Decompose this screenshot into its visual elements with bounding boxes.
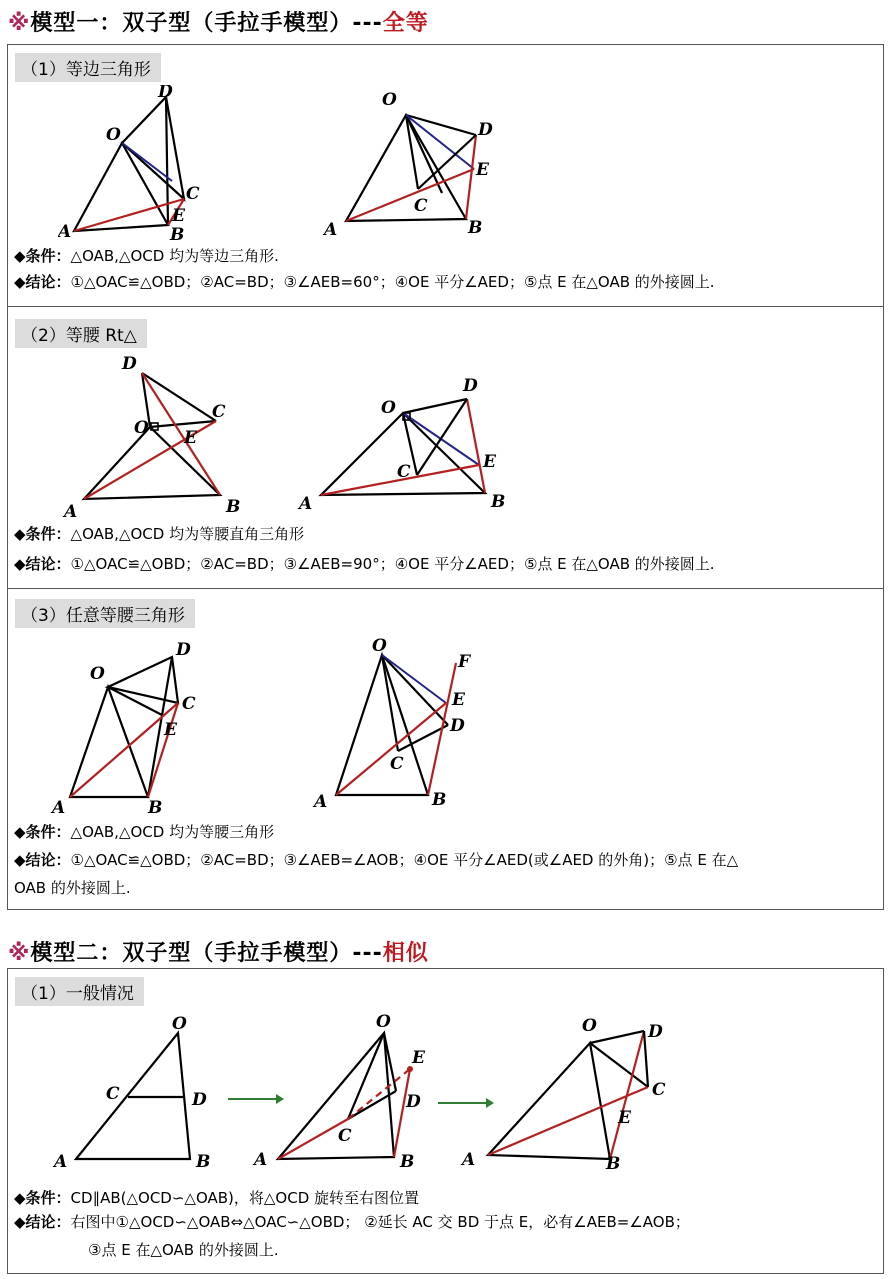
point-label: D xyxy=(463,376,478,396)
point-label: D xyxy=(176,640,191,660)
point-label: E xyxy=(618,1108,631,1128)
point-label: A xyxy=(58,222,72,242)
point-label: B xyxy=(226,497,241,517)
point-label: D xyxy=(122,354,137,374)
condition-text: ◆条件：CD∥AB(△OCD∽△OAB)，将△OCD 旋转至右图位置 xyxy=(14,1189,420,1207)
point-label: C xyxy=(182,694,196,714)
condition-text: ◆条件：△OAB,△OCD 均为等腰三角形 xyxy=(14,823,275,841)
point-label: A xyxy=(64,502,78,517)
point-label: A xyxy=(54,1152,68,1172)
point-label: C xyxy=(338,1126,352,1146)
section-heading: （1）等边三角形 xyxy=(15,53,161,82)
conclusion-text: ◆结论：①△OAC≌△OBD；②AC=BD；③∠AEB=60°；④OE 平分∠AED；⑤点 E 在△OAB 的外接圆上. xyxy=(14,273,715,291)
point-label: A xyxy=(462,1150,476,1170)
point-label: B xyxy=(432,790,447,810)
figure-isosceles-2 xyxy=(308,637,508,817)
point-label: B xyxy=(148,798,163,813)
point-label: B xyxy=(468,218,483,238)
conclusion-text: ◆结论：①△OAC≌△OBD；②AC=BD；③∠AEB=90°；④OE 平分∠AED；⑤点 E 在△OAB 的外接圆上. xyxy=(14,555,715,573)
point-label: A xyxy=(254,1150,268,1170)
point-label: E xyxy=(184,428,197,448)
figure-similar-1 xyxy=(48,1015,228,1175)
point-label: E xyxy=(452,690,465,710)
conclusion-text: ◆结论：①△OAC≌△OBD；②AC=BD；③∠AEB=∠AOB；④OE 平分∠AED(或∠AED 的外角)；⑤点 E 在△ xyxy=(14,851,739,869)
point-label: C xyxy=(652,1080,666,1100)
section-heading: （2）等腰 Rt△ xyxy=(15,319,147,348)
point-label: O xyxy=(172,1015,187,1034)
section-isosceles xyxy=(7,588,884,910)
point-label: D xyxy=(478,120,493,140)
section-equilateral xyxy=(7,44,884,308)
figure-isosceles-right-2 xyxy=(293,367,523,517)
point-label: B xyxy=(400,1152,415,1171)
point-label: O xyxy=(106,125,121,145)
point-label: O xyxy=(582,1016,597,1036)
point-label: B xyxy=(606,1154,621,1173)
point-label: A xyxy=(52,798,66,813)
point-label: C xyxy=(186,184,200,204)
point-label: O xyxy=(376,1012,391,1032)
point-label: D xyxy=(450,716,465,736)
point-label: E xyxy=(172,206,185,226)
point-label: O xyxy=(372,637,387,656)
point-label: C xyxy=(397,462,411,482)
point-label: B xyxy=(491,492,506,512)
point-label: E xyxy=(412,1048,425,1068)
figure-isosceles-right-1 xyxy=(58,347,258,517)
point-label: O xyxy=(90,664,105,684)
condition-text: ◆条件：△OAB,△OCD 均为等边三角形. xyxy=(14,247,279,265)
point-label: E xyxy=(476,160,489,180)
point-label: D xyxy=(406,1092,421,1112)
point-label: O xyxy=(382,90,397,110)
figure-similar-2 xyxy=(248,1011,448,1171)
point-label: A xyxy=(314,792,328,812)
figure-isosceles-1 xyxy=(48,633,218,813)
model2-title: ※模型二：双子型（手拉手模型）---相似 xyxy=(8,941,429,966)
point-label: E xyxy=(164,720,177,740)
model1-title: ※模型一：双子型（手拉手模型）---全等 xyxy=(8,11,429,36)
section-heading: （1）一般情况 xyxy=(15,977,144,1006)
section-isosceles-right xyxy=(7,306,884,590)
point-label: O xyxy=(381,398,396,418)
conclusion-text-line2: OAB 的外接圆上. xyxy=(14,879,131,897)
condition-text: ◆条件：△OAB,△OCD 均为等腰直角三角形 xyxy=(14,525,305,543)
point-label: E xyxy=(483,452,496,472)
point-label: A xyxy=(324,220,338,240)
point-label: D xyxy=(158,85,173,102)
figure-equilateral-1 xyxy=(58,85,208,245)
point-label: C xyxy=(212,402,226,422)
point-label: F xyxy=(458,652,471,672)
section-heading: （3）任意等腰三角形 xyxy=(15,599,195,628)
point-label: C xyxy=(390,754,404,774)
point-label: C xyxy=(106,1084,120,1104)
point-label: B xyxy=(196,1152,211,1172)
point-label: O xyxy=(134,418,149,438)
conclusion-text: ◆结论：右图中①△OCD∽△OAB⇔△OAC∽△OBD； ②延长 AC 交 BD 于点 E，必有∠AEB=∠AOB； xyxy=(14,1213,690,1231)
figure-equilateral-2 xyxy=(318,85,518,245)
point-label: D xyxy=(648,1022,663,1042)
point-label: B xyxy=(170,225,185,245)
point-label: A xyxy=(299,494,313,514)
point-label: D xyxy=(192,1090,207,1110)
figure-similar-3 xyxy=(458,1013,688,1173)
conclusion-text-line2: ③点 E 在△OAB 的外接圆上. xyxy=(88,1241,279,1259)
section-general xyxy=(7,968,884,1274)
point-label: C xyxy=(414,196,428,216)
